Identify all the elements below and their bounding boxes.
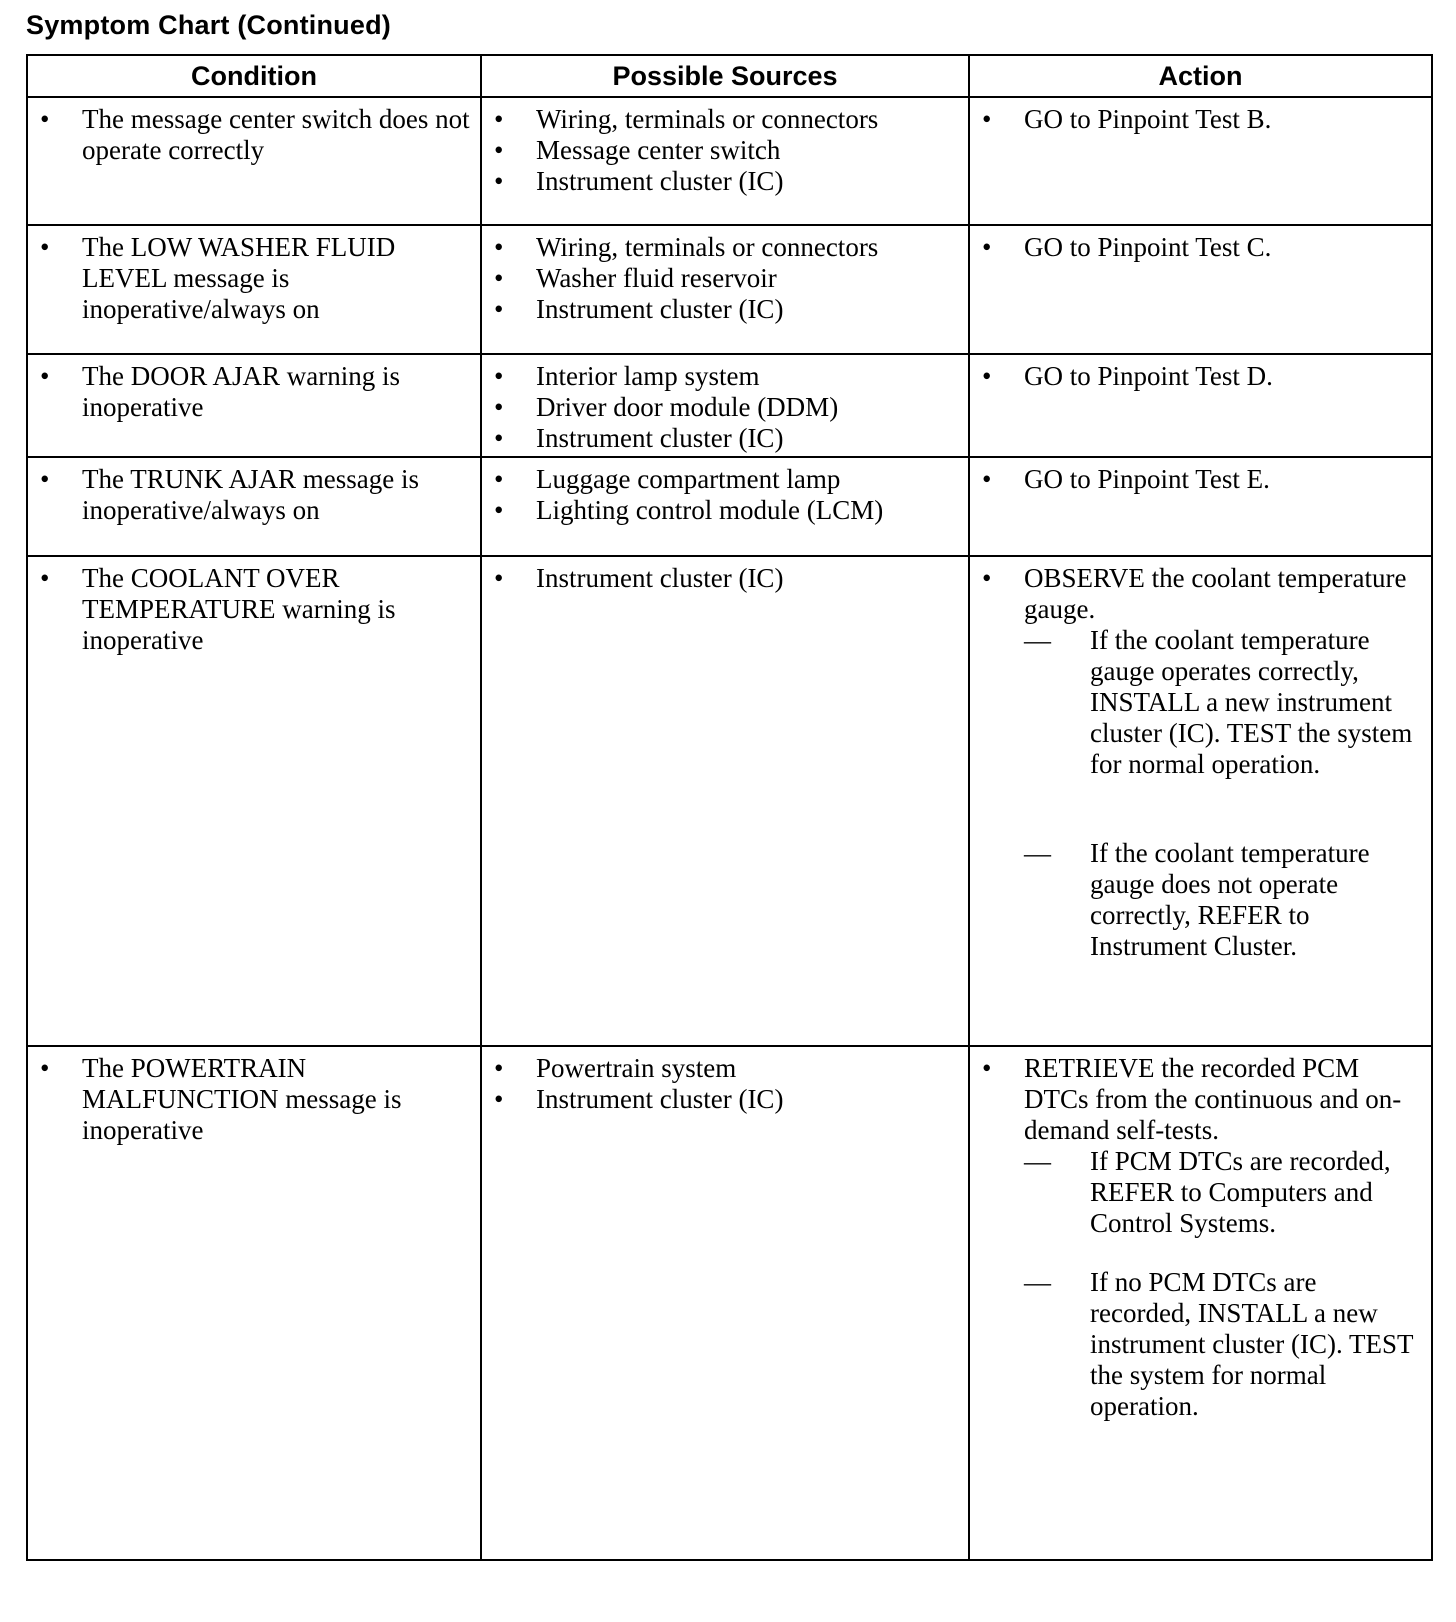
dash-icon: — <box>1024 838 1051 868</box>
bullet-icon: • <box>982 464 992 494</box>
dash-icon: — <box>1024 1146 1051 1176</box>
condition-text: The LOW WASHER FLUID LEVEL message is inoperative/always on <box>82 232 396 324</box>
action-text: GO to Pinpoint Test B. <box>1024 104 1272 134</box>
header-row <box>27 55 1432 97</box>
bullet-icon: • <box>494 392 504 422</box>
condition-header: Condition <box>27 55 481 97</box>
action-subitem: If PCM DTCs are recorded, REFER to Computers and Control Systems. <box>1090 1146 1391 1238</box>
bullet-icon: • <box>494 294 504 324</box>
condition-cell <box>27 225 481 354</box>
sources-cell <box>481 457 969 556</box>
action-subitem: If the coolant temperature gauge operates correctly, INSTALL a new instrument cluster (IC). TEST the system for normal operation. <box>1090 625 1413 779</box>
bullet-icon: • <box>40 1053 50 1083</box>
condition-cell <box>27 1046 481 1560</box>
action-subitem: If the coolant temperature gauge does not operate correctly, REFER to Instrument Cluster. <box>1090 838 1370 961</box>
bullet-icon: • <box>494 135 504 165</box>
bullet-icon: • <box>40 104 50 134</box>
bullet-icon: • <box>40 563 50 593</box>
condition-text: The POWERTRAIN MALFUNCTION message is inoperative <box>82 1053 402 1145</box>
action-cell <box>969 457 1432 556</box>
action-cell <box>969 354 1432 457</box>
source-item: Instrument cluster (IC) <box>536 423 784 453</box>
source-item: Instrument cluster (IC) <box>536 563 784 593</box>
source-item: Luggage compartment lamp <box>536 464 841 494</box>
action-text: RETRIEVE the recorded PCM DTCs from the continuous and on-demand self-tests. <box>1024 1053 1402 1145</box>
source-item: Instrument cluster (IC) <box>536 294 784 324</box>
condition-cell <box>27 556 481 1046</box>
source-item: Driver door module (DDM) <box>536 392 839 422</box>
source-item: Instrument cluster (IC) <box>536 166 784 196</box>
action-cell <box>969 556 1432 1046</box>
sources-cell <box>481 225 969 354</box>
action-cell <box>969 97 1432 225</box>
bullet-icon: • <box>494 361 504 391</box>
bullet-icon: • <box>494 423 504 453</box>
sources-cell <box>481 97 969 225</box>
condition-text: The COOLANT OVER TEMPERATURE warning is inoperative <box>82 563 396 655</box>
bullet-icon: • <box>982 104 992 134</box>
table-row <box>27 1046 1432 1560</box>
source-item: Message center switch <box>536 135 781 165</box>
dash-icon: — <box>1024 625 1051 655</box>
bullet-icon: • <box>982 1053 992 1083</box>
bullet-icon: • <box>40 361 50 391</box>
bullet-icon: • <box>982 563 992 593</box>
condition-text: The message center switch does not operate correctly <box>82 104 470 165</box>
bullet-icon: • <box>40 232 50 262</box>
table-row <box>27 97 1432 225</box>
action-text: GO to Pinpoint Test D. <box>1024 361 1273 391</box>
bullet-icon: • <box>494 232 504 262</box>
sources-cell <box>481 1046 969 1560</box>
condition-text: The DOOR AJAR warning is inoperative <box>82 361 400 422</box>
source-item: Wiring, terminals or connectors <box>536 104 879 134</box>
bullet-icon: • <box>494 1053 504 1083</box>
source-item: Powertrain system <box>536 1053 737 1083</box>
table-row <box>27 354 1432 457</box>
bullet-icon: • <box>494 263 504 293</box>
condition-cell <box>27 354 481 457</box>
bullet-icon: • <box>494 464 504 494</box>
table-row <box>27 225 1432 354</box>
bullet-icon: • <box>494 104 504 134</box>
dash-icon: — <box>1024 1267 1051 1297</box>
table-row <box>27 457 1432 556</box>
action-text: GO to Pinpoint Test E. <box>1024 464 1270 494</box>
bullet-icon: • <box>982 361 992 391</box>
source-item: Wiring, terminals or connectors <box>536 232 879 262</box>
action-text: OBSERVE the coolant temperature gauge. <box>1024 563 1407 624</box>
page-title: Symptom Chart (Continued) <box>26 10 391 40</box>
sources-header: Possible Sources <box>481 55 969 97</box>
bullet-icon: • <box>982 232 992 262</box>
sources-cell <box>481 354 969 457</box>
bullet-icon: • <box>494 563 504 593</box>
action-header: Action <box>969 55 1432 97</box>
condition-cell <box>27 457 481 556</box>
table-row <box>27 556 1432 1046</box>
source-item: Washer fluid reservoir <box>536 263 777 293</box>
condition-cell <box>27 97 481 225</box>
condition-text: The TRUNK AJAR message is inoperative/always on <box>82 464 419 525</box>
action-text: GO to Pinpoint Test C. <box>1024 232 1272 262</box>
source-item: Instrument cluster (IC) <box>536 1084 784 1114</box>
source-item: Interior lamp system <box>536 361 760 391</box>
bullet-icon: • <box>494 166 504 196</box>
action-subitem: If no PCM DTCs are recorded, INSTALL a new instrument cluster (IC). TEST the system for normal operation. <box>1090 1267 1413 1421</box>
bullet-icon: • <box>40 464 50 494</box>
bullet-icon: • <box>494 1084 504 1114</box>
action-cell <box>969 1046 1432 1560</box>
source-item: Lighting control module (LCM) <box>536 495 884 525</box>
sources-cell <box>481 556 969 1046</box>
bullet-icon: • <box>494 495 504 525</box>
symptom-chart-table <box>26 54 1433 1561</box>
action-cell <box>969 225 1432 354</box>
